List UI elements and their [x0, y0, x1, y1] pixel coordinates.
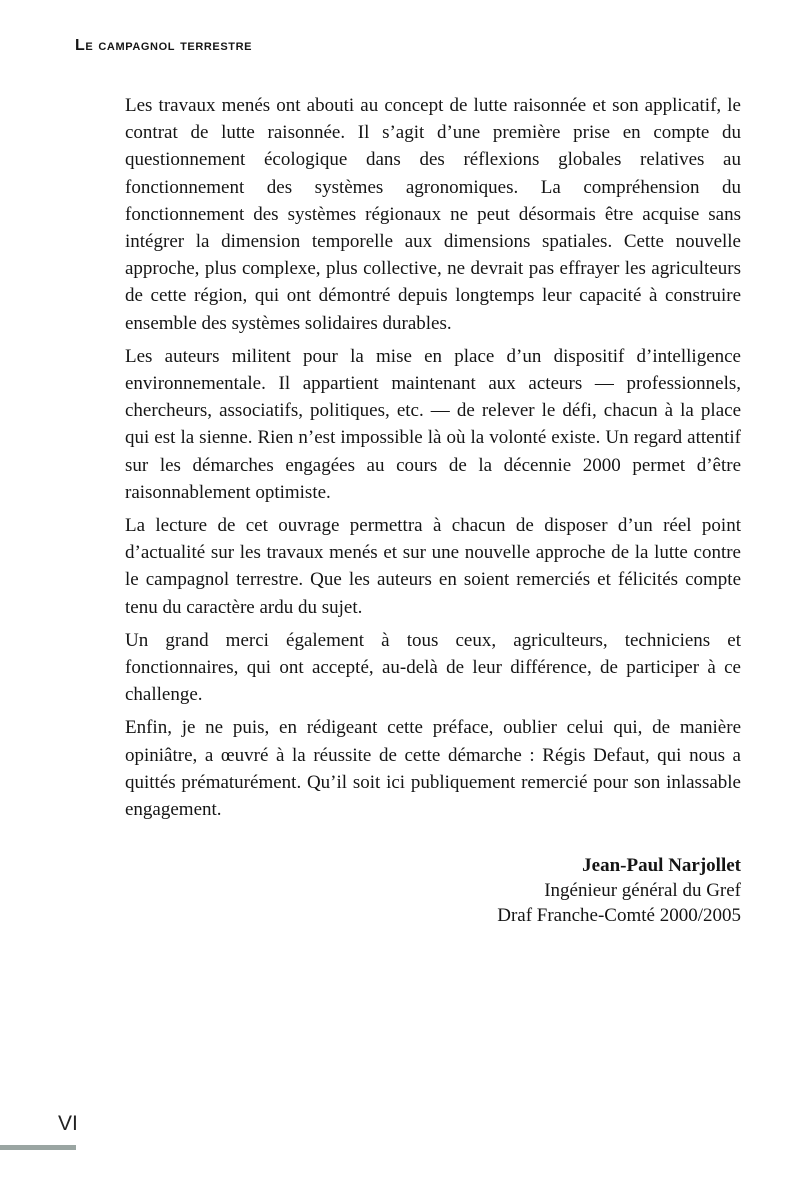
- signature-block: [125, 853, 741, 928]
- paragraph: Les auteurs militent pour la mise en place d’un dispositif d’intelligence environnementale. Il appartient maintenant aux acteurs — professionnels, chercheurs, associatifs, politiques, etc. — de relever le défi, chacun à la place qui est la sienne. Rien n’est impossible là où la volonté existe. Un regard attentif sur les démarches engagées au cours de la décennie 2000 permet d’être raisonnablement optimiste.: [125, 345, 741, 503]
- paragraph: La lecture de cet ouvrage permettra à chacun de disposer d’un réel point d’actualité sur les travaux menés et sur une nouvelle approche de la lutte contre le campagnol terrestre. Que les auteurs en soient remerciés et félicités compte tenu du caractère ardu du sujet.: [125, 515, 741, 618]
- preface-text-block: [125, 92, 741, 928]
- signature-name: Jean-Paul Narjollet: [582, 855, 741, 877]
- signature-title: Ingénieur général du Gref: [544, 880, 741, 902]
- running-header-title: Le campagnol terrestre: [75, 37, 253, 54]
- paragraph: Enfin, je ne puis, en rédigeant cette préface, oublier celui qui, de manière opiniâtre, a œuvré à la réussite de cette démarche : Régis Defaut, qui nous a quittés prématurément. Qu’il soit ici publiquement remercié pour son inlassable engagement.: [125, 717, 741, 821]
- paragraph: Les travaux menés ont abouti au concept de lutte raisonnée et son applicatif, le contrat de lutte raisonnée. Il s’agit d’une première prise en compte du questionnement écologique dans des réflexions globales relatives au fonctionnement des systèmes agronomiques. La compréhension du fonctionnement des systèmes régionaux ne peut désormais être acquise sans intégrer la dimension temporelle aux dimensions spatiales. Cette nouvelle approche, plus complexe, plus collective, ne devrait pas effrayer les agriculteurs de cette région, qui ont démontré depuis longtemps leur capacité à construire ensemble des systèmes solidaires durables.: [125, 95, 741, 334]
- paragraph: Un grand merci également à tous ceux, agriculteurs, techniciens et fonctionnaires, qui ont accepté, au-delà de leur différence, de participer à ce challenge.: [125, 629, 741, 706]
- footer-decoration-bar: [0, 1145, 76, 1150]
- page-number: VI: [58, 1112, 78, 1135]
- signature-organisation: Draf Franche-Comté 2000/2005: [497, 905, 741, 927]
